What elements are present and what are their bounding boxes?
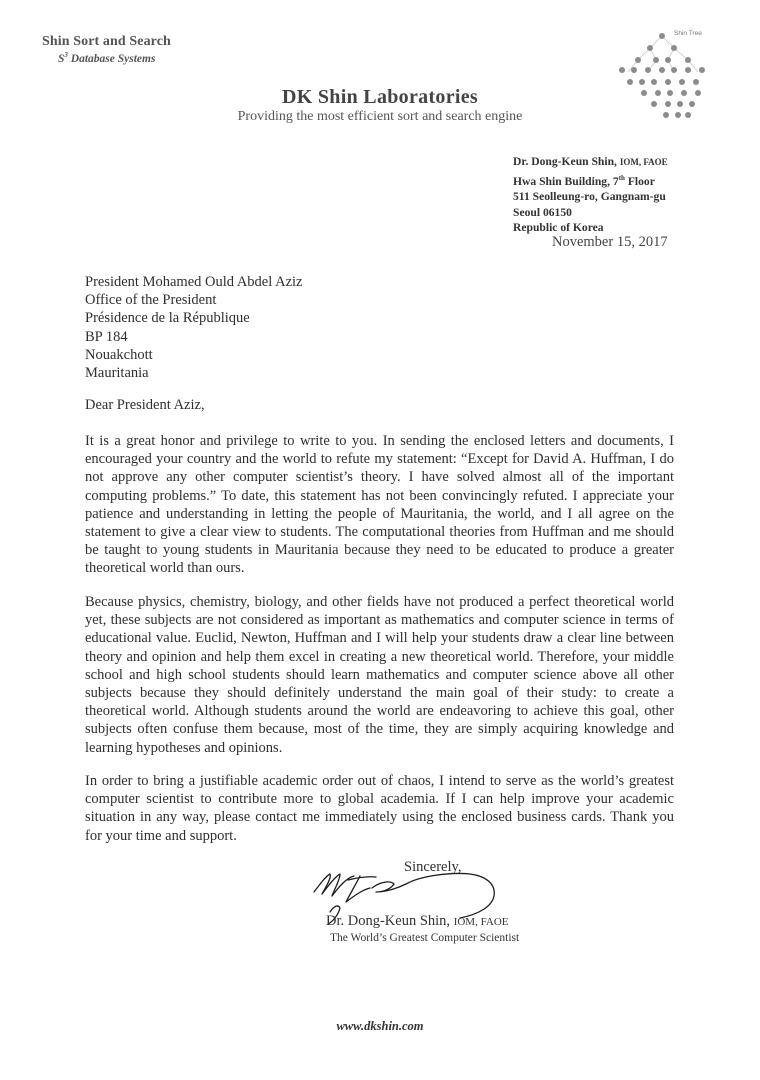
sender-address-line: Republic of Korea [513,221,604,235]
recipient-line: Nouakchott [85,346,153,363]
sender-address-line: Seoul 06150 [513,205,572,219]
letterhead-title: DK Shin Laboratories [281,86,479,108]
sender-name: Dr. Dong-Keun Shin, IOM, FAOE [513,155,668,168]
signer-name: Dr. Dong-Keun Shin, IOM, FAOE [326,913,509,929]
recipient-line: Office of the President [85,292,217,309]
body-paragraph-1: It is a great honor and privilege to write to you. In sending the enclosed letters and documents, I encouraged your country and the world to refute my statement: “Except for David A. Huffman, I do not approve any other computer scientist’s theory. I have solved almost all of the important computing problems.” To date, this statement has not been convincingly refuted. I appreciate your patience and understanding in letting the people of Mauritania, the world, and I all agree on the statement to give a clear view to students. The computational theories from Huffman and me should be taught to young students in Mauritania because they need to be educated to produce a greater theoretical world than ours. [85,433,674,577]
body-paragraph-3: In order to bring a justifiable academic order out of chaos, I intend to serve as the world’s greatest computer scientist to contribute more to global academia. If I can help improve your academic situation in any way, please contact me immediately using the enclosed business cards. Thank you for your time and support. [85,773,674,844]
footer-website: www.dkshin.com [336,1019,424,1033]
salutation: Dear President Aziz, [85,397,205,413]
recipient-line: President Mohamed Ould Abdel Aziz [85,274,303,290]
signer-title: The World’s Greatest Computer Scientist [330,932,520,944]
sender-address-line: Hwa Shin Building, 7th Floor [513,173,655,188]
closing: Sincerely, [404,859,462,875]
letterhead-subtitle: Providing the most efficient sort and search engine [237,109,523,124]
recipient-line: Mauritania [85,365,149,382]
company-tagline: $S^3$ Database Systems [58,51,156,65]
company-name: Shin Sort and Search [42,34,171,49]
sender-address-line: 511 Seolleung-ro, Gangnam-gu [513,190,666,204]
body-paragraph-2: Because physics, chemistry, biology, and other fields have not produced a perfect theoretical world yet, these subjects are not considered as important as mathematics and computer science in terms of educational value. Euclid, Newton, Huffman and I will help your students draw a clear line between theory and opinion and help them excel in creating a new theoretical world. Therefore, your middle school and high school students should learn mathematics and computer science above all other subjects because they should definitely understand the main goal of their study: to create a theoretical world. Although students around the world are endeavoring to achieve this goal, other subjects often confuse them because, most of the time, they are simply acquiring knowledge and learning hypotheses and opinions. [85,594,674,756]
recipient-line: Présidence de la République [85,310,250,327]
logo-label: Shin Tree [674,30,702,37]
recipient-line: BP 184 [85,328,128,345]
recipient-address [85,273,302,382]
letter-date: November 15, 2017 [552,234,668,250]
sender-address [513,154,668,236]
